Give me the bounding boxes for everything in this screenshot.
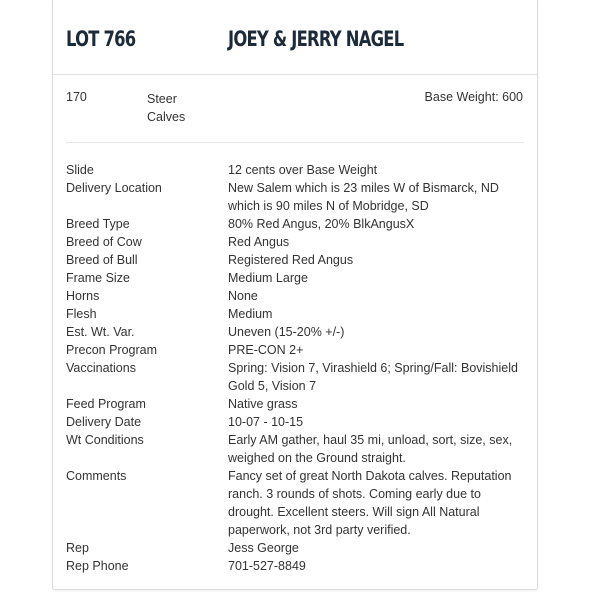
detail-value: 80% Red Angus, 20% BlkAngusX bbox=[228, 217, 415, 231]
detail-row-horns bbox=[66, 287, 526, 305]
detail-label: Est. Wt. Var. bbox=[66, 325, 135, 339]
detail-row-breed-of-bull bbox=[66, 251, 526, 269]
lot-header bbox=[53, 0, 537, 75]
detail-value: Medium bbox=[228, 307, 273, 321]
detail-row-comments bbox=[66, 467, 526, 539]
detail-value: Red Angus bbox=[228, 235, 290, 249]
detail-label: Breed Type bbox=[66, 217, 130, 231]
detail-label: Breed of Bull bbox=[66, 253, 138, 267]
detail-row-vaccinations bbox=[66, 359, 526, 395]
detail-value: 10-07 - 10-15 bbox=[228, 415, 304, 429]
detail-value: Uneven (15-20% +/-) bbox=[228, 325, 345, 339]
lot-summary bbox=[53, 74, 537, 142]
detail-row-frame-size bbox=[66, 269, 526, 287]
detail-label: Slide bbox=[66, 163, 94, 177]
detail-row-rep bbox=[66, 539, 526, 557]
detail-label: Delivery Location bbox=[66, 181, 162, 195]
detail-label: Precon Program bbox=[66, 343, 158, 357]
detail-value: Fancy set of great North Dakota calves. Reputation ranch. 3 rounds of shots. Coming early due to drought. Excellent steers. Will sign All Natural paperwork, not 3rd party verified. bbox=[228, 469, 512, 537]
divider bbox=[66, 142, 524, 143]
lot-card bbox=[52, 0, 538, 590]
detail-value: Native grass bbox=[228, 397, 298, 411]
detail-row-rep-phone bbox=[66, 557, 526, 575]
detail-row-precon-program bbox=[66, 341, 526, 359]
detail-label: Rep bbox=[66, 541, 89, 555]
detail-row-wt-conditions bbox=[66, 431, 526, 467]
detail-label: Wt Conditions bbox=[66, 433, 144, 447]
seller-name: JOEY & JERRY NAGEL bbox=[228, 27, 404, 51]
detail-value: 701-527-8849 bbox=[228, 559, 306, 573]
detail-row-breed-type bbox=[66, 215, 526, 233]
lot-details bbox=[66, 161, 526, 575]
detail-row-est-wt-var bbox=[66, 323, 526, 341]
base-weight: Base Weight: 600 bbox=[424, 90, 523, 104]
detail-value: New Salem which is 23 miles W of Bismarck, ND which is 90 miles N of Mobridge, SD bbox=[228, 181, 499, 213]
detail-label: Horns bbox=[66, 289, 100, 303]
detail-value: Jess George bbox=[228, 541, 299, 555]
cattle-type: Steer Calves bbox=[147, 92, 186, 124]
detail-label: Breed of Cow bbox=[66, 235, 142, 249]
detail-label: Rep Phone bbox=[66, 559, 129, 573]
detail-row-delivery-location bbox=[66, 179, 526, 215]
detail-label: Vaccinations bbox=[66, 361, 136, 375]
detail-label: Flesh bbox=[66, 307, 97, 321]
detail-label: Feed Program bbox=[66, 397, 146, 411]
detail-label: Frame Size bbox=[66, 271, 130, 285]
detail-value: Spring: Vision 7, Virashield 6; Spring/Fall: Bovishield Gold 5, Vision 7 bbox=[228, 361, 518, 393]
detail-value: PRE-CON 2+ bbox=[228, 343, 304, 357]
head-count: 170 bbox=[66, 90, 87, 104]
detail-row-breed-of-cow bbox=[66, 233, 526, 251]
detail-value: 12 cents over Base Weight bbox=[228, 163, 378, 177]
detail-value: Early AM gather, haul 35 mi, unload, sort, size, sex, weighed on the Ground straight. bbox=[228, 433, 513, 465]
detail-value: None bbox=[228, 289, 258, 303]
detail-row-feed-program bbox=[66, 395, 526, 413]
detail-value: Medium Large bbox=[228, 271, 308, 285]
detail-label: Delivery Date bbox=[66, 415, 142, 429]
detail-value: Registered Red Angus bbox=[228, 253, 354, 267]
detail-row-flesh bbox=[66, 305, 526, 323]
lot-number: LOT 766 bbox=[66, 27, 136, 51]
detail-row-delivery-date bbox=[66, 413, 526, 431]
detail-row-slide bbox=[66, 161, 526, 179]
detail-label: Comments bbox=[66, 469, 127, 483]
